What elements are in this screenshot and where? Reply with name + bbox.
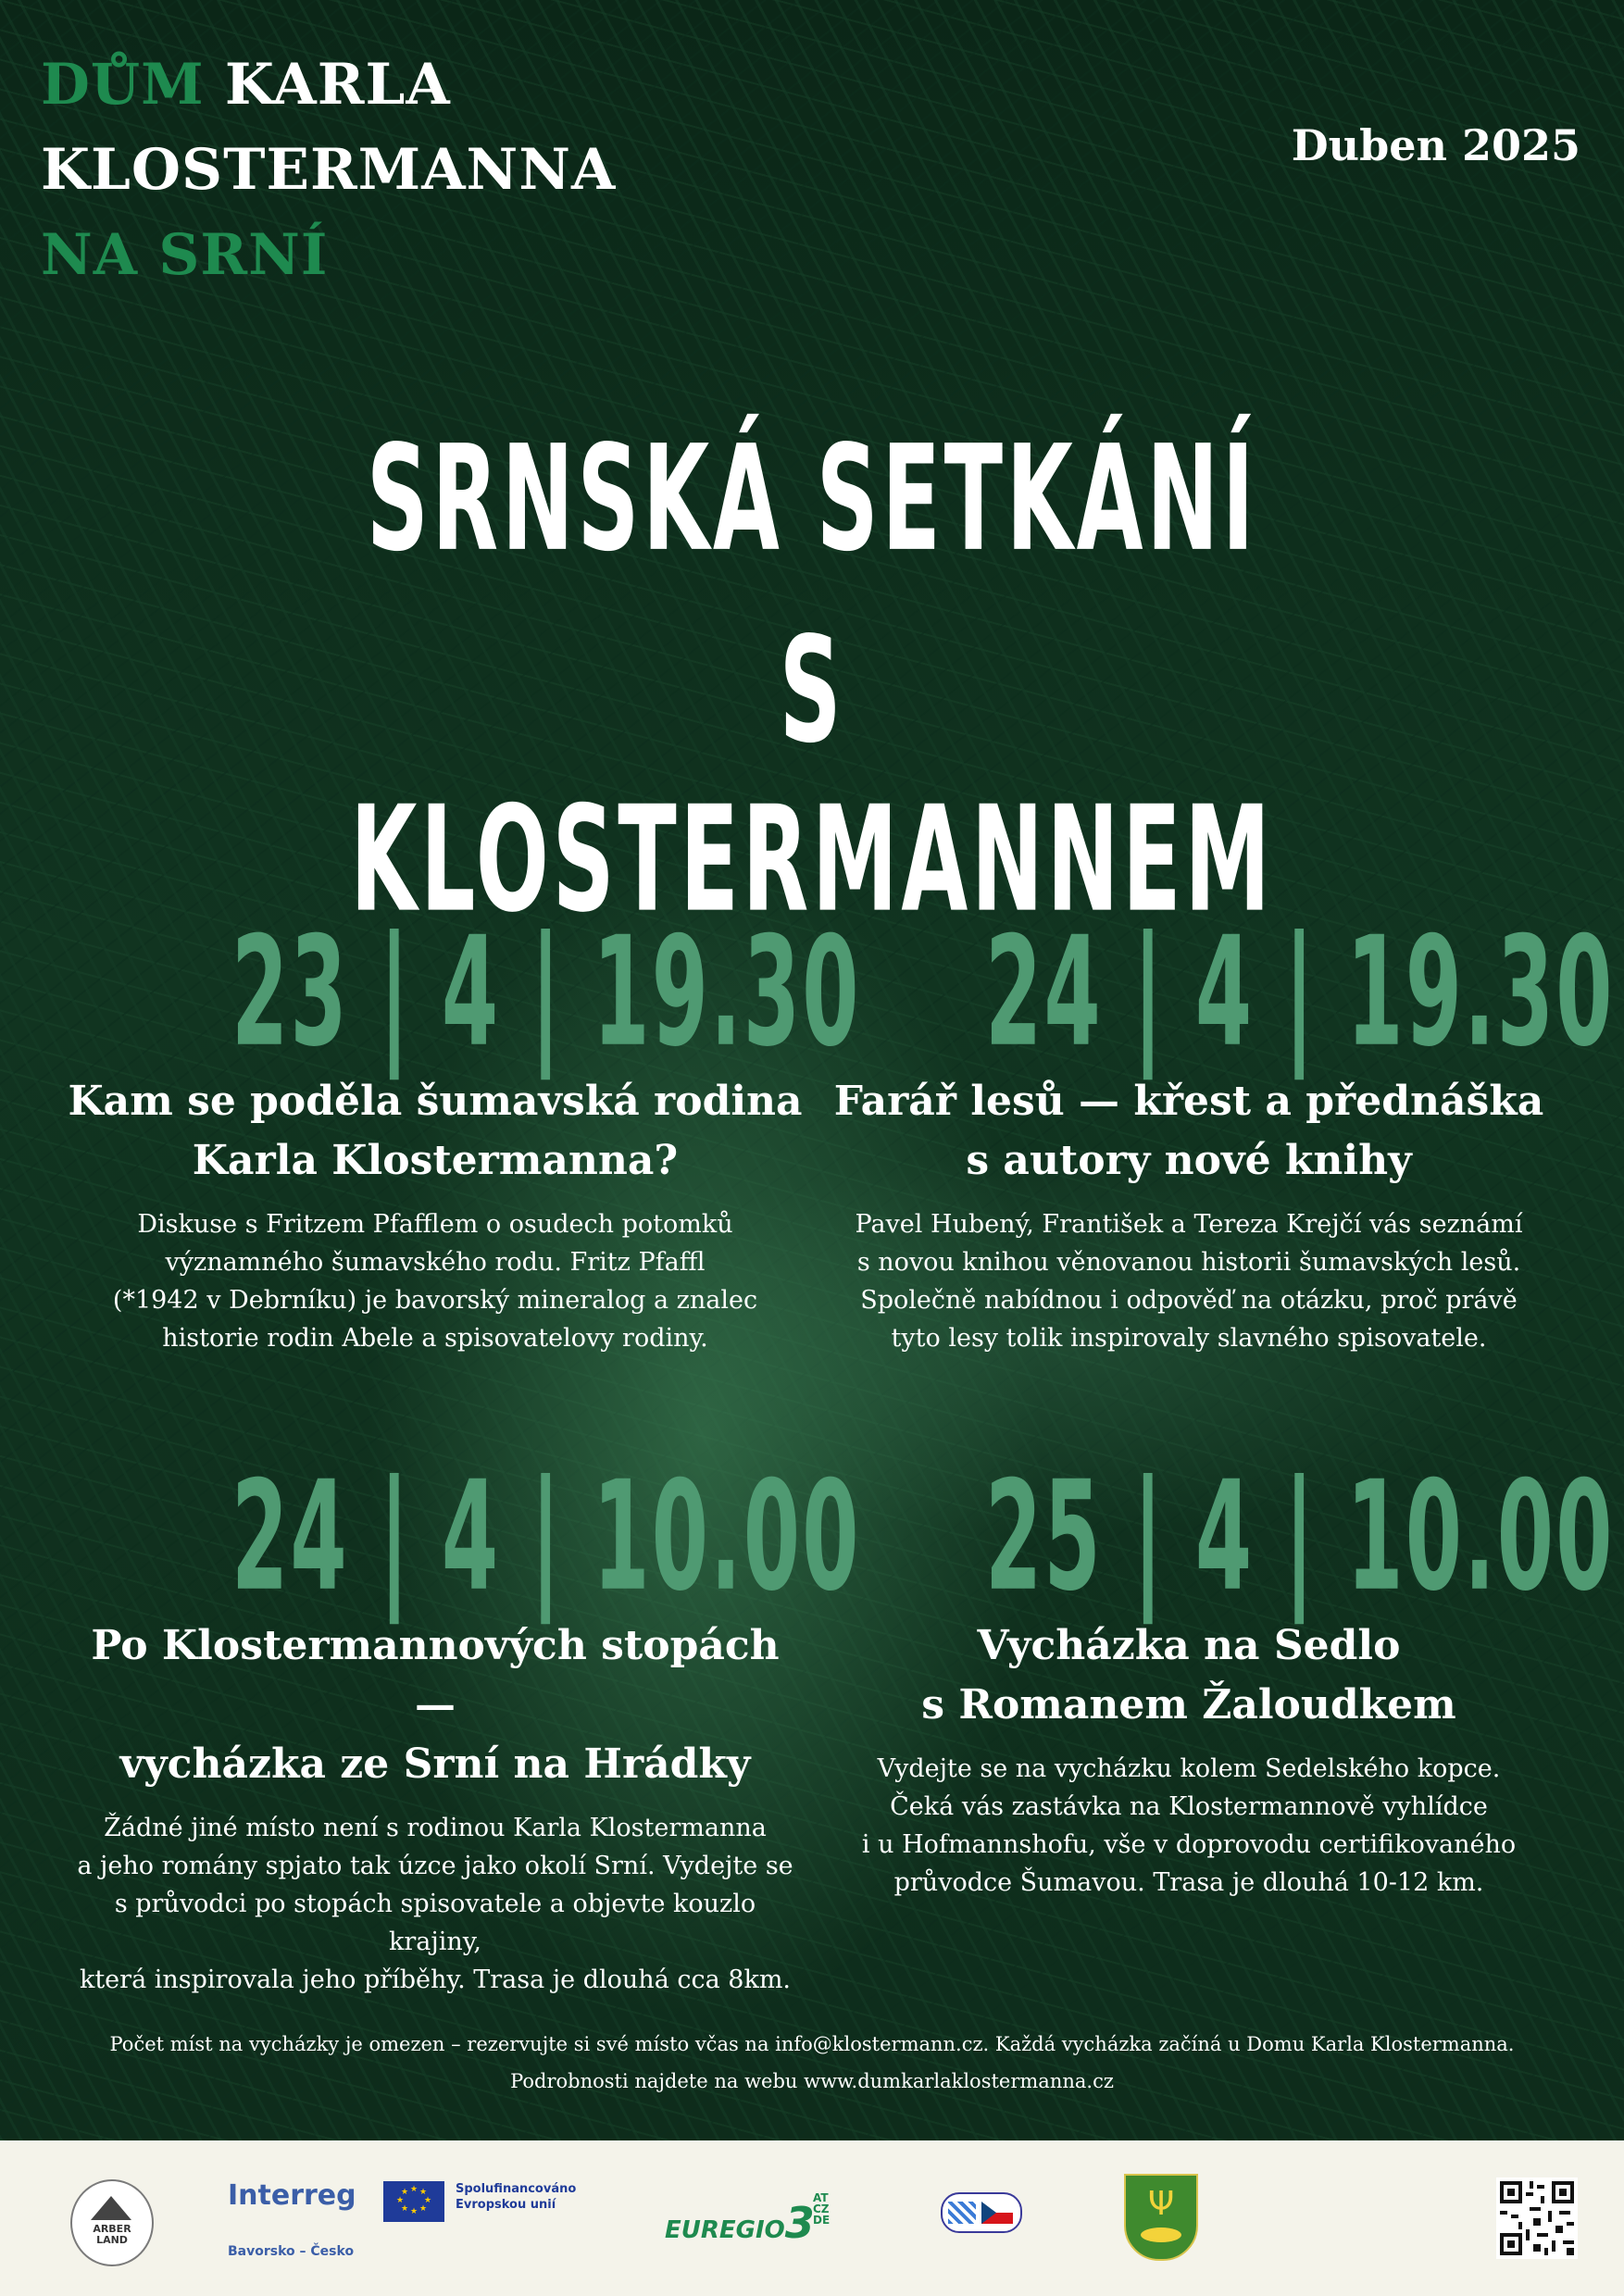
sponsor-strip	[0, 2140, 1624, 2296]
event-desc-line: průvodce Šumavou. Trasa je dlouhá 10-12 km.	[893, 1868, 1484, 1897]
interreg-logo: Interreg	[228, 2179, 356, 2212]
czech-flag-icon	[981, 2202, 1013, 2224]
bavaria-czech-flags-icon	[941, 2192, 1022, 2233]
arberland-line2: LAND	[96, 2234, 128, 2246]
qr-code-icon[interactable]	[1496, 2177, 1578, 2259]
main-title-line2: S KLOSTERMANNEM	[350, 606, 1274, 945]
event-desc-line: významného šumavského rodu. Fritz Pfaffl	[165, 1248, 706, 1277]
event-card-1	[65, 903, 861, 1357]
event-desc-line: historie rodin Abele a spisovatelovy rodiny.	[162, 1324, 708, 1353]
bavaria-flag-icon	[948, 2202, 976, 2224]
event-desc-line: Diskuse s Fritzem Pfafflem o osudech potomků	[137, 1210, 733, 1239]
event-description	[65, 1809, 806, 1999]
euregio-country-codes	[813, 2192, 830, 2226]
event-desc-line: Pavel Hubený, František a Tereza Krejčí vás seznámí	[855, 1210, 1523, 1239]
srni-coat-of-arms-icon	[1124, 2174, 1198, 2261]
event-desc-line: tyto lesy tolik inspirovaly slavného spisovatele.	[891, 1324, 1487, 1353]
event-desc-line: s průvodci po stopách spisovatele a objevte kouzlo krajiny,	[114, 1890, 756, 1956]
event-title	[65, 1072, 806, 1191]
logo-word-dum: DŮM	[41, 52, 205, 118]
event-desc-line: s novou knihou věnovanou historii šumavských lesů.	[856, 1248, 1521, 1277]
event-title	[818, 1616, 1559, 1735]
eu-flag-icon: ★ ★ ★ ★ ★ ★ ★ ★	[383, 2181, 444, 2222]
main-title-line1: SRNSKÁ SETKÁNÍ	[366, 415, 1258, 584]
event-description	[818, 1750, 1559, 1902]
event-title-line: Vycházka na Sedlo	[977, 1622, 1401, 1669]
event-description	[65, 1205, 806, 1357]
event-title	[818, 1072, 1559, 1191]
event-date: 25 | 4 | 10.00	[985, 1447, 1615, 1625]
event-desc-line: která inspirovala jeho příběhy. Trasa je dlouhá cca 8km.	[79, 1965, 792, 1994]
event-title-line: s autory nové knihy	[966, 1137, 1412, 1184]
website-note-line: Podrobnosti najdete na webu www.dumkarlaklostermanna.cz	[510, 2070, 1114, 2092]
event-card-4	[818, 1447, 1615, 1902]
eu-cofunding-text	[456, 2181, 576, 2213]
euregio-word: EUREGIO	[665, 2216, 785, 2244]
event-title-line: Kam se poděla šumavská rodina	[68, 1078, 803, 1125]
reservation-note	[0, 2026, 1624, 2100]
event-desc-line: (*1942 v Debrníku) je bavorský mineralog a znalec	[112, 1286, 758, 1315]
event-desc-line: Žádné jiné místo není s rodinou Karla Klostermanna	[104, 1814, 767, 1842]
event-date: 23 | 4 | 19.30	[231, 903, 861, 1080]
event-desc-line: a jeho romány spjato tak úzce jako okolí Srní. Vydejte se	[77, 1852, 793, 1880]
event-title-line: Po Klostermannových stopách —	[91, 1622, 780, 1728]
arberland-line1: ARBER	[93, 2223, 131, 2235]
arberland-text	[72, 2224, 152, 2246]
country-code: DE	[813, 2214, 831, 2227]
month-label: Duben 2025	[1291, 120, 1580, 170]
event-desc-line: Čeká vás zastávka na Klostermannově vyhlídce	[890, 1792, 1488, 1821]
interreg-region: Bavorsko – Česko	[228, 2244, 355, 2259]
arberland-logo	[70, 2179, 154, 2266]
event-date: 24 | 4 | 10.00	[231, 1447, 861, 1625]
event-desc-line: Společně nabídnou i odpověď na otázku, proč právě	[860, 1286, 1518, 1315]
eu-text-line1: Spolufinancováno	[456, 2182, 577, 2196]
event-title-line: Karla Klostermanna?	[192, 1137, 679, 1184]
event-date: 24 | 4 | 19.30	[985, 903, 1615, 1080]
event-card-3	[65, 1447, 861, 1999]
country-code: AT	[813, 2191, 829, 2204]
event-title-line: Farář lesů — křest a přednáška	[833, 1078, 1544, 1125]
euregio-number: 3	[784, 2198, 815, 2248]
event-title	[65, 1616, 806, 1794]
event-description	[818, 1205, 1559, 1357]
event-desc-line: Vydejte se na vycházku kolem Sedelského kopce.	[877, 1754, 1501, 1783]
house-logo	[41, 43, 616, 298]
logo-word-karla: KARLA	[224, 52, 451, 118]
event-card-2	[818, 903, 1615, 1357]
country-code: CZ	[813, 2202, 830, 2215]
logo-word-na-srni: NA SRNÍ	[41, 222, 329, 288]
reservation-note-line: Počet míst na vycházky je omezen – rezervujte si své místo včas na info@klostermann.cz. Každá vycházka začíná u Domu Karla Klostermanna.	[109, 2033, 1515, 2055]
event-title-line: vycházka ze Srní na Hrádky	[119, 1741, 751, 1788]
logo-word-klostermanna: KLOSTERMANNA	[41, 137, 617, 203]
eu-text-line2: Evropskou unií	[456, 2198, 556, 2212]
crest-base	[1141, 2227, 1181, 2242]
event-title-line: s Romanem Žaloudkem	[921, 1681, 1456, 1728]
euregio-logo	[665, 2198, 815, 2248]
antler-icon: Ψ	[1147, 2185, 1175, 2223]
event-desc-line: i u Hofmannshofu, vše v doprovodu certifikovaného	[861, 1830, 1517, 1859]
mountain-icon	[91, 2196, 131, 2220]
